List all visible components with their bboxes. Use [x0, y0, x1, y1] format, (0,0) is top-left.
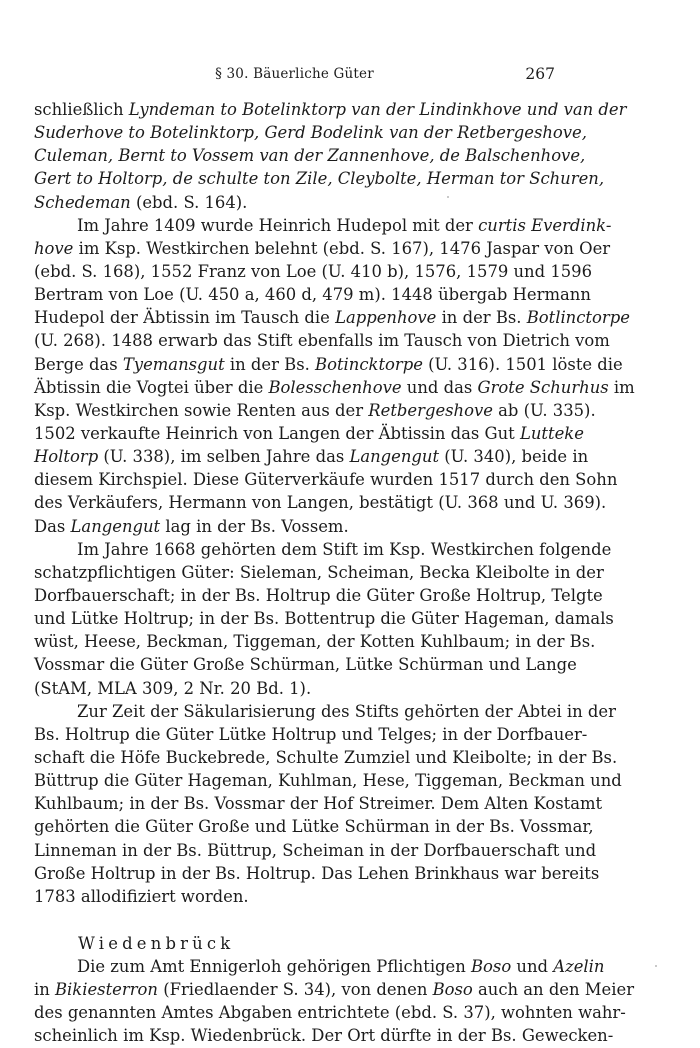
text-line: schatzpflichtigen Güter: Sieleman, Scheiman, Becka Kleibolte in der — [34, 562, 604, 582]
text-line: Linneman in der Bs. Büttrup, Scheiman in der Dorfbauerschaft und — [34, 840, 597, 860]
text-line: Culeman, Bernt to Vossem van der Zannenhove, de Balschenhove, — [34, 146, 586, 166]
text-line: scheinlich im Ksp. Wiedenbrück. Der Ort dürfte in der Bs. Gewecken- — [34, 1026, 614, 1046]
text-line: Zur Zeit der Säkularisierung des Stifts gehörten der Abtei in der — [77, 701, 616, 721]
text-line: Im Jahre 1668 gehörten dem Stift im Ksp. Westkirchen folgende — [77, 539, 612, 559]
text-line: Gert to Holtorp, de schulte ton Zile, Cleybolte, Herman tor Schuren, — [34, 169, 605, 189]
text-line: (U. 268). 1488 erwarb das Stift ebenfalls im Tausch von Dietrich vom — [34, 331, 610, 351]
paragraph-2 — [34, 214, 635, 538]
text-line: Äbtissin die Vogtei über die Bolesschenhove und das Grote Schurhus im — [34, 377, 635, 397]
text-line: Vossmar die Güter Große Schürman, Lütke Schürman und Lange — [34, 655, 577, 675]
text-line: Das Langengut lag in der Bs. Vossem. — [34, 516, 349, 536]
text-line: (ebd. S. 168), 1552 Franz von Loe (U. 410 b), 1576, 1579 und 1596 — [34, 261, 593, 281]
text-line: Große Holtrup in der Bs. Holtrup. Das Lehen Brinkhaus war bereits — [34, 863, 600, 883]
text-line: 1783 allodifiziert worden. — [34, 886, 249, 906]
page-header — [34, 66, 555, 88]
paragraph-1 — [34, 98, 627, 214]
text-line: schaft die Höfe Buckebrede, Schulte Zumziel und Kleibolte; in der Bs. — [34, 747, 618, 767]
text-line: und Lütke Holtrup; in der Bs. Bottentrup die Güter Hageman, damals — [34, 609, 614, 629]
text-line: Büttrup die Güter Hageman, Kuhlman, Hese, Tiggeman, Beckman und — [34, 771, 622, 791]
text-line: wüst, Heese, Beckman, Tiggeman, der Kotten Kuhlbaum; in der Bs. — [34, 632, 596, 652]
paragraph-3 — [34, 538, 614, 700]
text-line: Bertram von Loe (U. 450 a, 460 d, 479 m). 1448 übergab Hermann — [34, 285, 591, 305]
text-line: Dorfbauerschaft; in der Bs. Holtrup die Güter Große Holtrup, Telgte — [34, 585, 603, 605]
text-line: Schedeman (ebd. S. 164). — [34, 192, 248, 212]
running-head: § 30. Bäuerliche Güter — [215, 66, 374, 82]
text-line: in Bikiesterron (Friedlaender S. 34), von denen Boso auch an den Meier — [34, 980, 635, 1000]
text-line: diesem Kirchspiel. Diese Güterverkäufe wurden 1517 durch den Sohn — [34, 470, 618, 490]
text-line: (StAM, MLA 309, 2 Nr. 20 Bd. 1). — [34, 678, 312, 698]
text-line: Hudepol der Äbtissin im Tausch die Lappenhove in der Bs. Botlinctorpe — [34, 308, 630, 328]
text-line: Holtorp (U. 338), im selben Jahre das Langengut (U. 340), beide in — [34, 447, 589, 467]
text-line: Berge das Tyemansgut in der Bs. Botincktorpe (U. 316). 1501 löste die — [34, 354, 623, 374]
scan-speck — [655, 965, 657, 967]
body-text — [34, 98, 635, 1048]
text-line: Die zum Amt Ennigerloh gehörigen Pflichtigen Boso und Azelin — [77, 957, 605, 977]
paragraph-4 — [34, 700, 622, 908]
text-line: Suderhove to Botelinktorp, Gerd Bodelink van der Retbergeshove, — [34, 123, 587, 143]
paragraph-5 — [34, 955, 635, 1048]
text-line: Bs. Holtrup die Güter Lütke Holtrup und Telges; in der Dorfbauer- — [34, 724, 588, 744]
scan-speck — [447, 196, 449, 198]
text-line: hove im Ksp. Westkirchen belehnt (ebd. S. 167), 1476 Jaspar von Oer — [34, 238, 611, 258]
section-spacer — [34, 908, 556, 932]
text-line: des Verkäufers, Hermann von Langen, bestätigt (U. 368 und U. 369). — [34, 493, 607, 513]
page-number: 267 — [525, 65, 555, 83]
text-line: schließlich Lyndeman to Botelinktorp van der Lindinkhove und van der — [34, 100, 627, 119]
text-line: Im Jahre 1409 wurde Heinrich Hudepol mit der curtis Everdink- — [77, 215, 612, 235]
text-line: gehörten die Güter Große und Lütke Schürman in der Bs. Vossmar, — [34, 817, 594, 837]
text-line: Ksp. Westkirchen sowie Renten aus der Retbergeshove ab (U. 335). — [34, 400, 596, 420]
text-line: 1502 verkaufte Heinrich von Langen der Äbtissin das Gut Lutteke — [34, 423, 584, 443]
section-heading: Wiedenbrück — [78, 933, 235, 953]
text-line: Kuhlbaum; in der Bs. Vossmar der Hof Streimer. Dem Alten Kostamt — [34, 794, 603, 814]
text-line: des genannten Amtes Abgaben entrichtete (ebd. S. 37), wohnten wahr- — [34, 1003, 626, 1023]
